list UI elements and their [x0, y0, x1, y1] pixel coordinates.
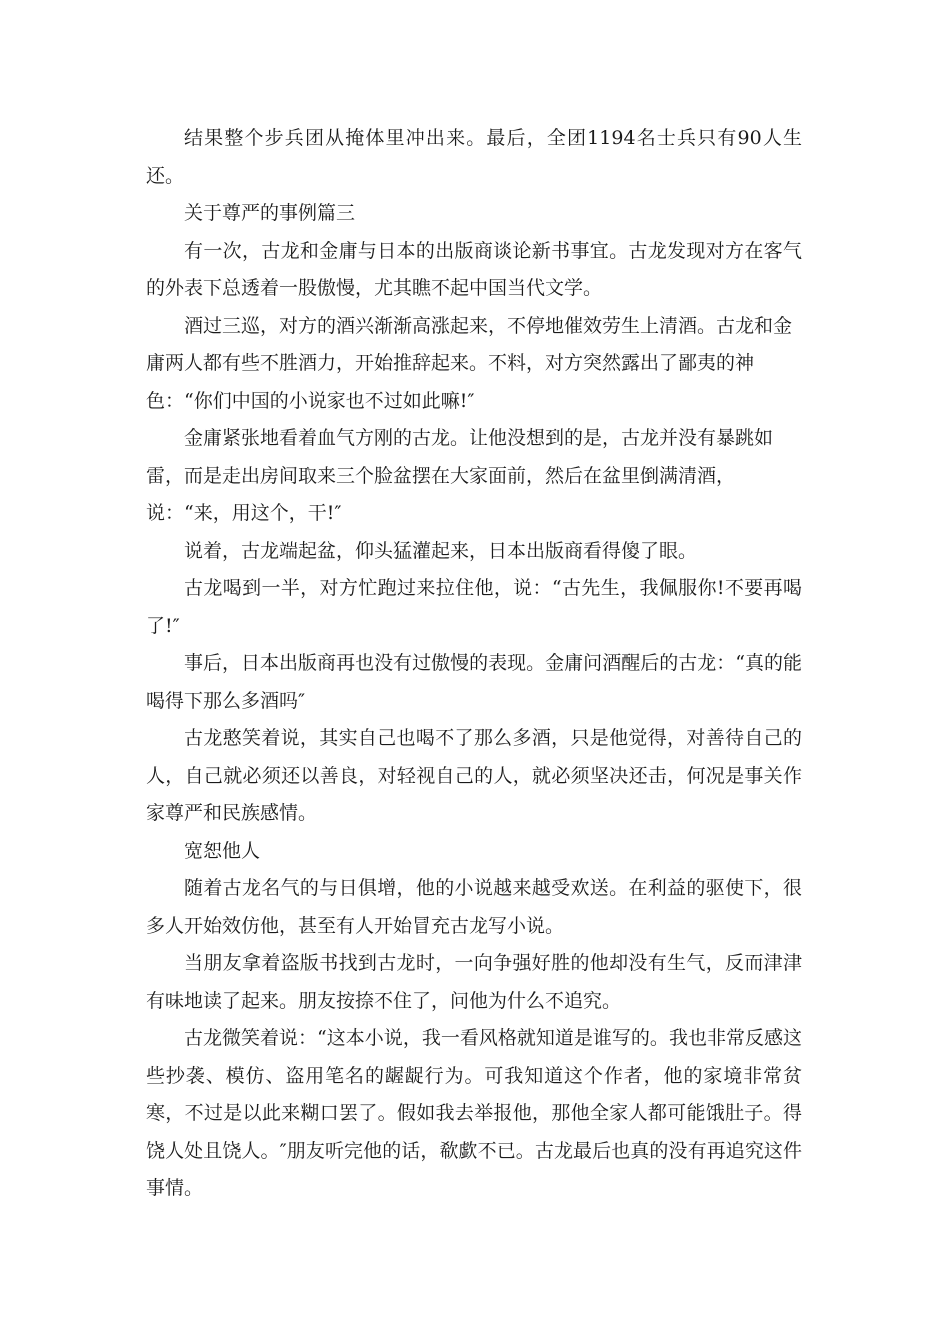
document-body [146, 120, 802, 1208]
paragraph: 有一次，古龙和金庸与日本的出版商谈论新书事宜。古龙发现对方在客气的外表下总透着一股傲慢，尤其瞧不起中国当代文学。 [146, 239, 802, 299]
paragraph: 事后，日本出版商再也没有过傲慢的表现。金庸问酒醒后的古龙：“真的能喝得下那么多酒吗″ [146, 652, 802, 712]
paragraph: 说着，古龙端起盆，仰头猛灌起来，日本出版商看得傻了眼。 [184, 539, 698, 562]
paragraph: 结果整个步兵团从掩体里冲出来。最后，全团1194名士兵只有90人生还。 [146, 127, 802, 187]
section-heading: 宽恕他人 [184, 839, 261, 862]
section-heading: 关于尊严的事例篇三 [184, 202, 356, 224]
paragraph: 古龙微笑着说：“这本小说，我一看风格就知道是谁写的。我也非常反感这些抄袭、模仿、盗用笔名的龌龊行为。可我知道这个作者，他的家境非常贫寒，不过是以此来糊口罢了。假如我去举报他，那他全家人都可能饿肚子。得饶人处且饶人。″朋友听完他的话，欷歔不已。古龙最后也真的没有再追究这件事情。 [146, 1027, 802, 1199]
paragraph: 金庸紧张地看着血气方刚的古龙。让他没想到的是，古龙并没有暴跳如雷，而是走出房间取来三个脸盆摆在大家面前，然后在盆里倒满清酒，说：“来，用这个，干!″ [146, 427, 774, 524]
paragraph: 古龙憨笑着说，其实自己也喝不了那么多酒，只是他觉得，对善待自己的人，自己就必须还以善良，对轻视自己的人，就必须坚决还击，何况是事关作家尊严和民族感情。 [146, 727, 802, 824]
paragraph: 随着古龙名气的与日俱增，他的小说越来越受欢送。在利益的驱使下，很多人开始效仿他，甚至有人开始冒充古龙写小说。 [146, 877, 802, 937]
paragraph: 当朋友拿着盗版书找到古龙时，一向争强好胜的他却没有生气，反而津津有味地读了起来。朋友按捺不住了，问他为什么不追究。 [146, 952, 802, 1012]
paragraph: 酒过三巡，对方的酒兴渐渐高涨起来，不停地催效劳生上清酒。古龙和金庸两人都有些不胜酒力，开始推辞起来。不料，对方突然露出了鄙夷的神色：“你们中国的小说家也不过如此嘛!″ [146, 314, 793, 412]
paragraph: 古龙喝到一半，对方忙跑过来拉住他，说：“古先生，我佩服你!不要再喝了!″ [146, 577, 802, 637]
